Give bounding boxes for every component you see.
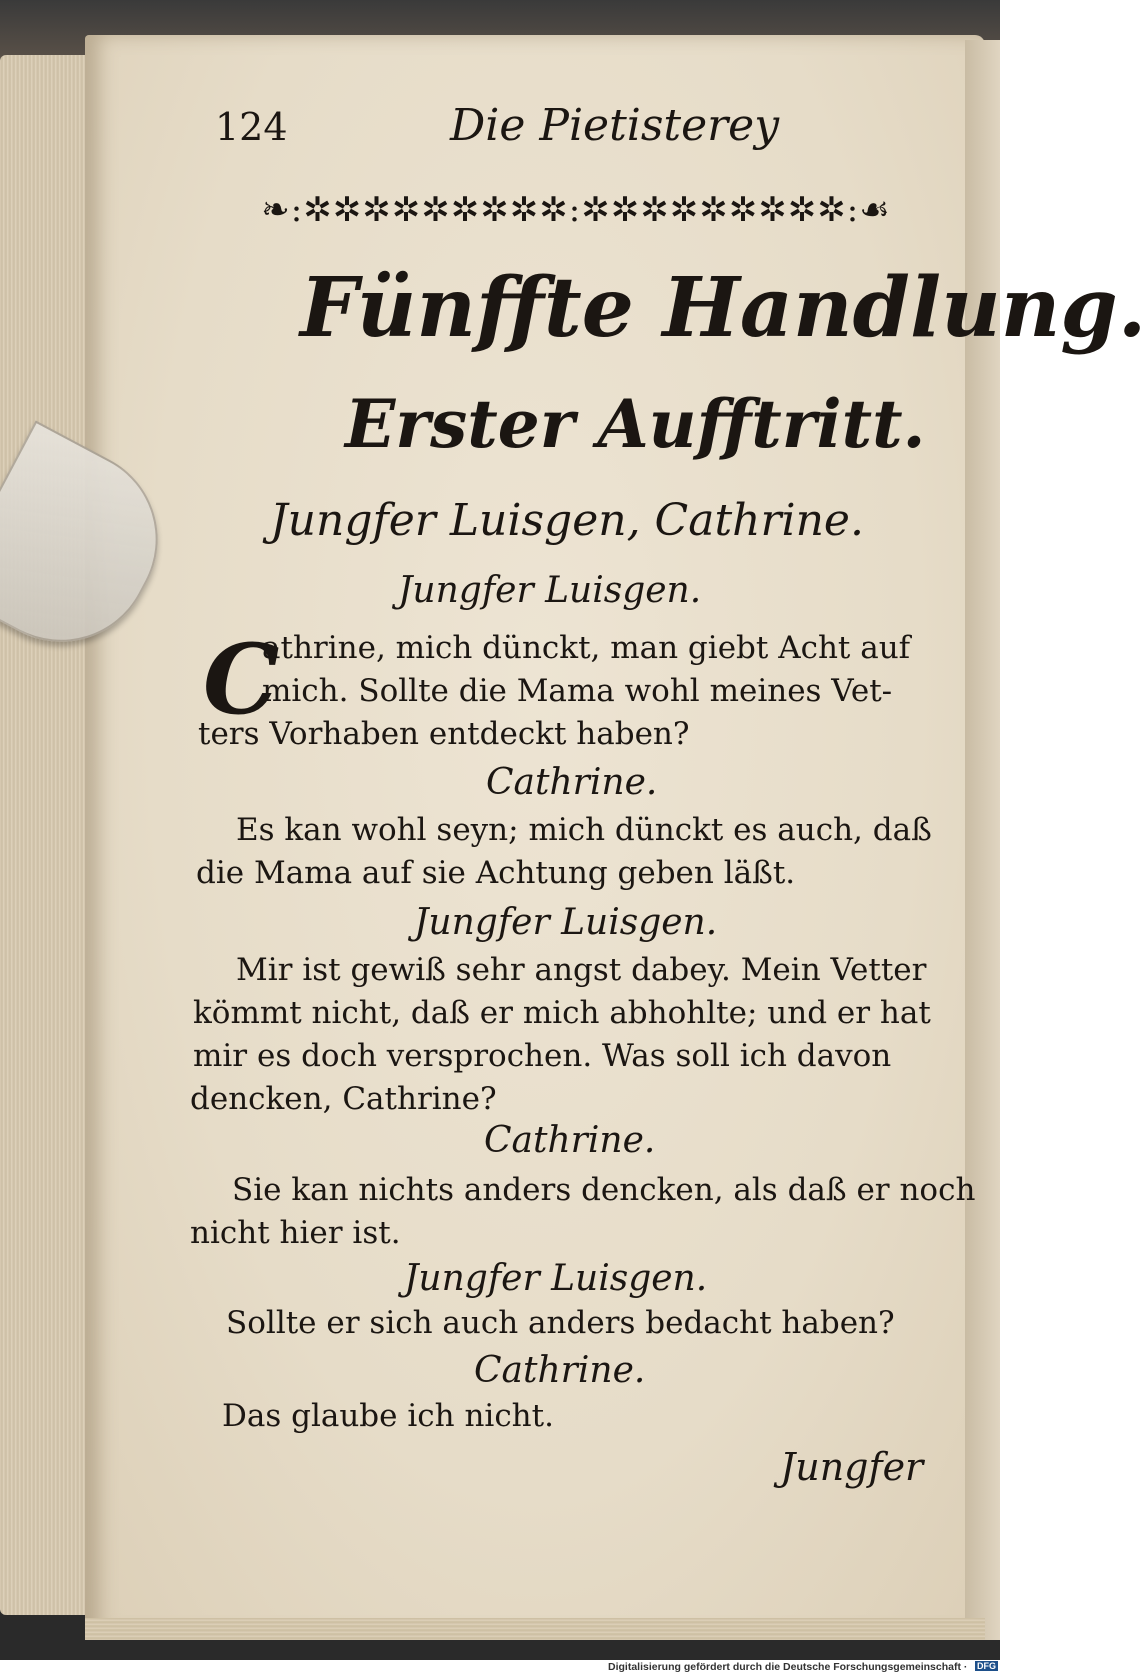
speaker-heading: Cathrine. — [474, 1350, 646, 1391]
digitization-credit: Digitalisierung gefördert durch die Deutsche Forschungsgemeinschaft · — [608, 1661, 968, 1673]
book-page-edges — [0, 55, 90, 1615]
dialogue-line: athrine, mich dünckt, man giebt Acht auf — [262, 630, 911, 666]
dialogue-line: mir es doch versprochen. Was soll ich davon — [193, 1038, 892, 1074]
rosette-icon: ✲ — [787, 190, 816, 230]
rosette-icon: ✲ — [450, 190, 479, 230]
dialogue-line: Sie kan nichts anders dencken, als daß er noch — [232, 1172, 976, 1208]
dialogue-line: Mir ist gewiß sehr angst dabey. Mein Vetter — [236, 952, 927, 988]
speaker-heading: Jungfer Luisgen. — [398, 570, 702, 611]
rosette-icon: ✲ — [332, 190, 361, 230]
dialogue-line: mich. Sollte die Mama wohl meines Vet- — [262, 673, 893, 709]
rosette-icon: ✲ — [728, 190, 757, 230]
dialogue-line: Das glaube ich nicht. — [222, 1398, 554, 1434]
rosette-icon: ✲ — [758, 190, 786, 230]
book-bottom-edges — [85, 1618, 985, 1640]
speaker-heading: Cathrine. — [486, 762, 658, 803]
dialogue-line: nicht hier ist. — [190, 1215, 401, 1251]
rosette-icon: ✲ — [640, 190, 668, 230]
rosette-icon: ✲ — [509, 190, 538, 230]
ornament-end-icon: ☙ — [859, 190, 889, 230]
drop-cap: C — [203, 623, 280, 736]
dialogue-line: ters Vorhaben entdeckt haben? — [198, 716, 690, 752]
ornament-separator: : — [568, 190, 580, 230]
rosette-icon: ✲ — [303, 190, 331, 230]
catchword: Jungfer — [780, 1445, 924, 1489]
rosette-icon: ✲ — [669, 190, 698, 230]
dfg-logo: DFG — [977, 1661, 996, 1671]
speaker-heading: Cathrine. — [484, 1120, 656, 1161]
act-title: Fünffte Handlung. — [300, 260, 1146, 356]
rosette-icon: ✲ — [480, 190, 508, 230]
speaker-heading: Jungfer Luisgen. — [404, 1258, 708, 1299]
rosette-icon: ✲ — [391, 190, 420, 230]
rosette-icon: ✲ — [539, 190, 567, 230]
rosette-icon: ✲ — [610, 190, 639, 230]
ornament-separator: : — [846, 190, 858, 230]
ornament-separator: : — [290, 190, 302, 230]
dialogue-line: dencken, Cathrine? — [190, 1081, 497, 1117]
running-head: Die Pietisterey — [450, 100, 780, 151]
dialogue-line: kömmt nicht, daß er mich abhohlte; und er hat — [193, 995, 931, 1031]
dialogue-line: Es kan wohl seyn; mich dünckt es auch, daß — [236, 812, 932, 848]
rosette-icon: ✲ — [581, 190, 609, 230]
rosette-icon: ✲ — [699, 190, 727, 230]
dialogue-line: die Mama auf sie Achtung geben läßt. — [196, 855, 796, 891]
scene-title: Erster Aufftritt. — [345, 385, 926, 463]
ornament-end-icon: ❧ — [261, 190, 289, 230]
page-number: 124 — [215, 105, 288, 149]
ornament-rule — [210, 188, 940, 232]
rosette-icon: ✲ — [362, 190, 390, 230]
dialogue-line: Sollte er sich auch anders bedacht haben? — [226, 1305, 895, 1341]
cast-line: Jungfer Luisgen, Cathrine. — [270, 495, 864, 546]
rosette-icon: ✲ — [817, 190, 845, 230]
speaker-heading: Jungfer Luisgen. — [414, 902, 718, 943]
rosette-icon: ✲ — [421, 190, 449, 230]
